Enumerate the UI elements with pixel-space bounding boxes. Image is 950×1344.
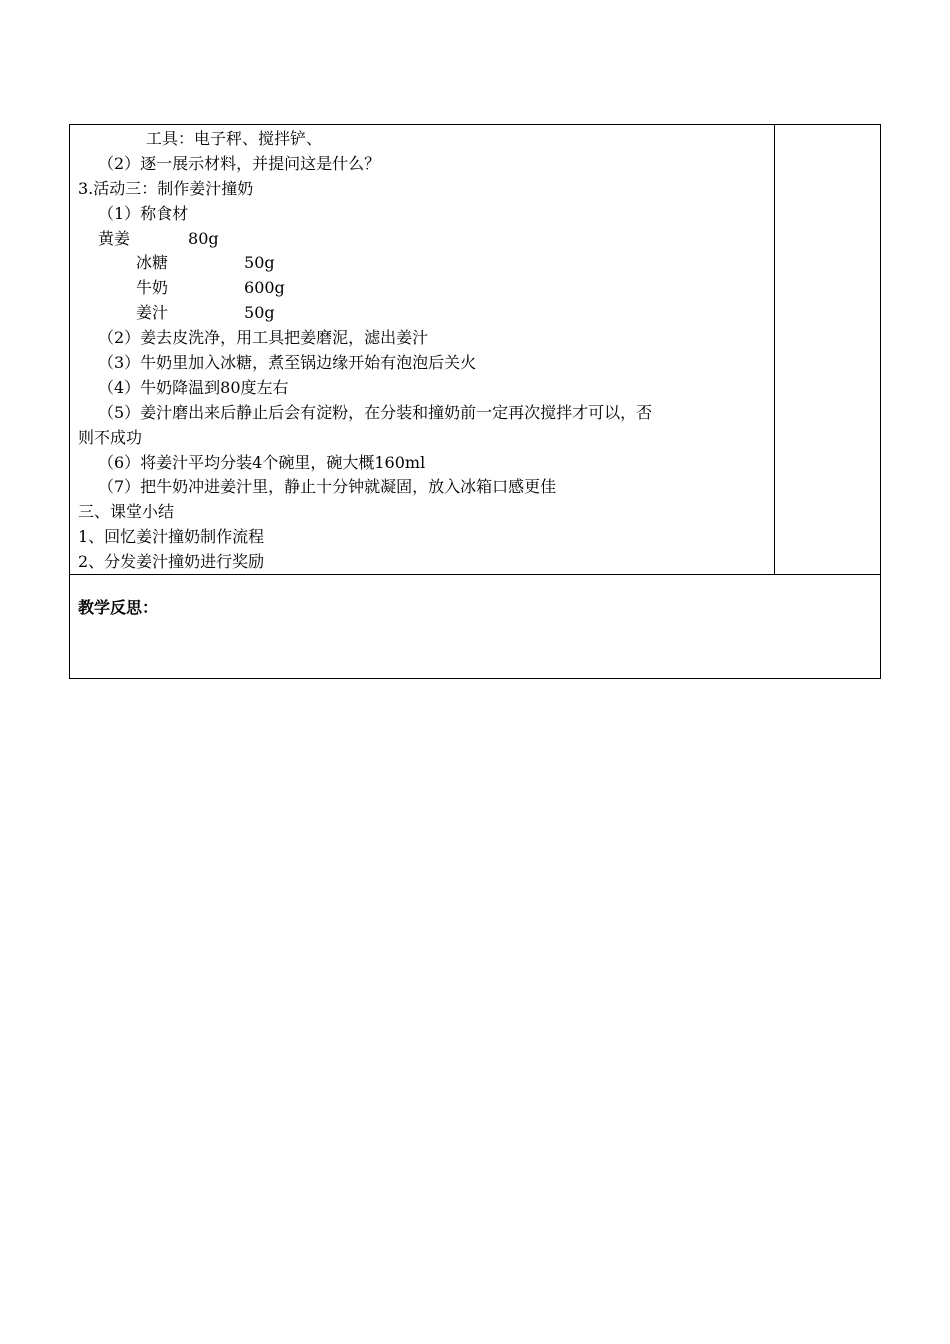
ingredient-row xyxy=(78,301,770,326)
show-materials-line: （2）逐一展示材料，并提问这是什么？ xyxy=(98,153,381,173)
step7-line: （7）把牛奶冲进姜汁里，静止十分钟就凝固，放入冰箱口感更佳 xyxy=(98,477,557,497)
step5-line-continued: 则不成功 xyxy=(78,427,143,447)
content-row xyxy=(70,125,880,575)
summary-item-2: 2、分发姜汁撞奶进行奖励 xyxy=(78,552,265,572)
reflection-label: 教学反思： xyxy=(78,598,159,617)
notes-cell xyxy=(775,125,880,574)
summary-title: 三、课堂小结 xyxy=(78,502,175,522)
step1-line: （1）称食材 xyxy=(98,203,189,223)
step3-line: （3）牛奶里加入冰糖，煮至锅边缘开始有泡泡后关火 xyxy=(98,353,477,373)
step5-line: （5）姜汁磨出来后静止后会有淀粉，在分装和撞奶前一定再次搅拌才可以，否 xyxy=(98,402,653,422)
lesson-table xyxy=(69,124,881,679)
lesson-content-cell xyxy=(70,125,775,574)
ingredient-name: 姜汁 xyxy=(136,303,169,323)
ingredient-amount: 50g xyxy=(244,253,275,273)
step2-line: （2）姜去皮洗净，用工具把姜磨泥，滤出姜汁 xyxy=(98,328,429,348)
step6-line: （6）将姜汁平均分装4个碗里，碗大概160ml xyxy=(98,452,426,472)
summary-item-1: 1、回忆姜汁撞奶制作流程 xyxy=(78,527,265,547)
ingredient-name: 牛奶 xyxy=(136,278,169,298)
ingredient-amount: 80g xyxy=(188,228,219,248)
ingredient-name: 黄姜 xyxy=(98,228,131,248)
ingredient-row xyxy=(78,251,770,276)
ingredient-amount: 600g xyxy=(244,278,285,298)
ingredient-row xyxy=(78,227,770,252)
tools-line: 工具：电子秤、搅拌铲、 xyxy=(146,129,323,148)
ingredient-amount: 50g xyxy=(244,303,275,323)
ingredient-row xyxy=(78,276,770,301)
reflection-row xyxy=(70,575,880,678)
step4-line: （4）牛奶降温到80度左右 xyxy=(98,377,289,397)
ingredient-name: 冰糖 xyxy=(136,253,169,273)
activity3-title: 3.活动三：制作姜汁撞奶 xyxy=(78,178,254,198)
